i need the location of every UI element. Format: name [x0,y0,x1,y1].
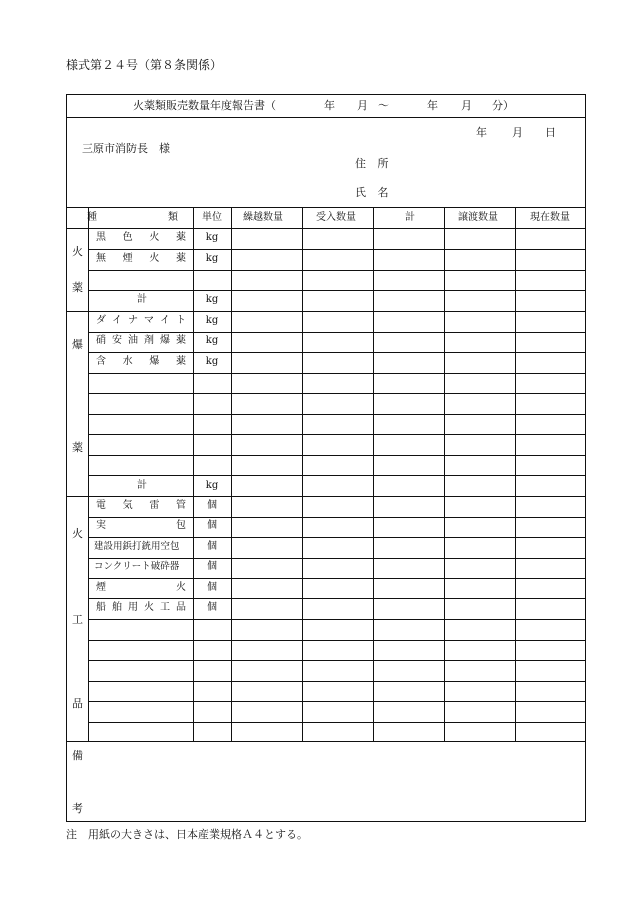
rule-row-16 [88,619,586,620]
rule-row-9 [88,455,586,456]
unit-fireworks: 個 [207,582,217,593]
item-fireworks: 煙 火 [96,582,186,593]
title-month-1: 月 [357,99,368,112]
header-total: 計 [405,212,415,223]
report-form-frame [66,94,586,822]
item-smokeless-powder: 無 煙 火 薬 [96,253,186,264]
title-bun: 分） [492,99,514,112]
header-transferred: 譲渡数量 [458,212,498,223]
title-year-1: 年 [324,99,335,112]
unit-black-powder: kg [205,232,219,243]
header-type-left: 種 [87,212,97,223]
category-explosives-2: 薬 [72,441,83,454]
unit-concrete-breaker: 個 [207,561,217,572]
item-concrete-breaker: コンクリート破砕器 [94,561,180,572]
rule-row-1 [88,270,586,271]
header-type-right: 類 [168,212,178,223]
rule-row-8 [88,434,586,435]
rule-col-0 [193,207,194,741]
category-explosives-1: 爆 [72,338,83,351]
unit-dynamite: kg [205,315,219,326]
rule-row-18 [88,660,586,661]
remarks-label-2: 考 [72,802,83,815]
category-devices-3: 品 [72,697,83,710]
item-anfo: 硝 安 油 剤 爆 薬 [96,335,186,346]
rule-col-1 [231,207,232,741]
rule-row-6 [88,393,586,394]
item-water-gel: 含 水 爆 薬 [96,356,186,367]
unit-blank-cartridge: 個 [207,541,217,552]
date-month: 月 [512,126,523,139]
rule-col-4 [444,207,445,741]
header-received: 受入数量 [316,212,356,223]
footnote: 注 用紙の大きさは、日本産業規格Ａ４とする。 [66,828,308,841]
unit-water-gel: kg [205,356,219,367]
category-gunpowder-1: 火 [72,245,83,258]
name-label: 氏 名 [355,186,393,199]
item-dynamite: ダ イ ナ マ イ ト [96,315,186,326]
rule-row-12 [88,537,586,538]
rule-row-17 [88,640,586,641]
rule-category-gunpowder [66,311,586,312]
rule-row-10 [88,475,586,476]
rule-address [66,207,586,208]
rule-row-20 [88,701,586,702]
rule-row-2 [88,290,586,291]
rule-col-5 [515,207,516,741]
rule-row-15 [88,598,586,599]
remarks-label-1: 備 [72,749,83,762]
item-black-powder: 黒 色 火 薬 [96,232,186,243]
rule-row-14 [88,578,586,579]
unit-explosives-subtotal: kg [205,480,219,491]
rule-col-category [88,228,89,741]
title-year-2: 年 [427,99,438,112]
subtotal-explosives: 計 [137,480,147,491]
rule-row-7 [88,414,586,415]
unit-marine-device: 個 [207,602,217,613]
rule-row-13 [88,558,586,559]
rule-row-5 [88,373,586,374]
category-devices-1: 火 [72,527,83,540]
header-carryover: 繰越数量 [243,212,283,223]
rule-row-3 [88,332,586,333]
item-cartridge: 実 包 [96,520,186,531]
address-label: 住 所 [355,157,393,170]
recipient: 三原市消防長 様 [82,142,170,155]
rule-row-4 [88,352,586,353]
title-month-2: 月 [461,99,472,112]
rule-row-0 [88,249,586,250]
date-day: 日 [545,126,556,139]
title-tilde: ～ [378,99,389,112]
rule-row-11 [88,517,586,518]
category-gunpowder-2: 薬 [72,281,83,294]
rule-row-21 [88,722,586,723]
subtotal-gunpowder: 計 [137,294,147,305]
report-title: 火薬類販売数量年度報告書（ [133,99,276,112]
rule-remarks [66,741,586,742]
unit-detonator: 個 [207,500,217,511]
rule-col-3 [373,207,374,741]
rule-header [66,228,586,229]
unit-anfo: kg [205,335,219,346]
rule-title [66,117,586,118]
unit-gunpowder-subtotal: kg [205,294,219,305]
unit-cartridge: 個 [207,520,217,531]
rule-row-19 [88,681,586,682]
header-current: 現在数量 [530,212,570,223]
form-number: 様式第２４号（第８条関係） [66,58,223,72]
rule-col-2 [302,207,303,741]
header-unit: 単位 [202,212,222,223]
item-blank-cartridge: 建設用鋲打銃用空包 [94,541,180,552]
category-devices-2: 工 [72,613,83,626]
unit-smokeless: kg [205,253,219,264]
item-marine-device: 船 舶 用 火 工 品 [96,602,186,613]
item-detonator: 電 気 雷 管 [96,500,186,511]
rule-category-explosives [66,496,586,497]
date-year: 年 [476,126,487,139]
